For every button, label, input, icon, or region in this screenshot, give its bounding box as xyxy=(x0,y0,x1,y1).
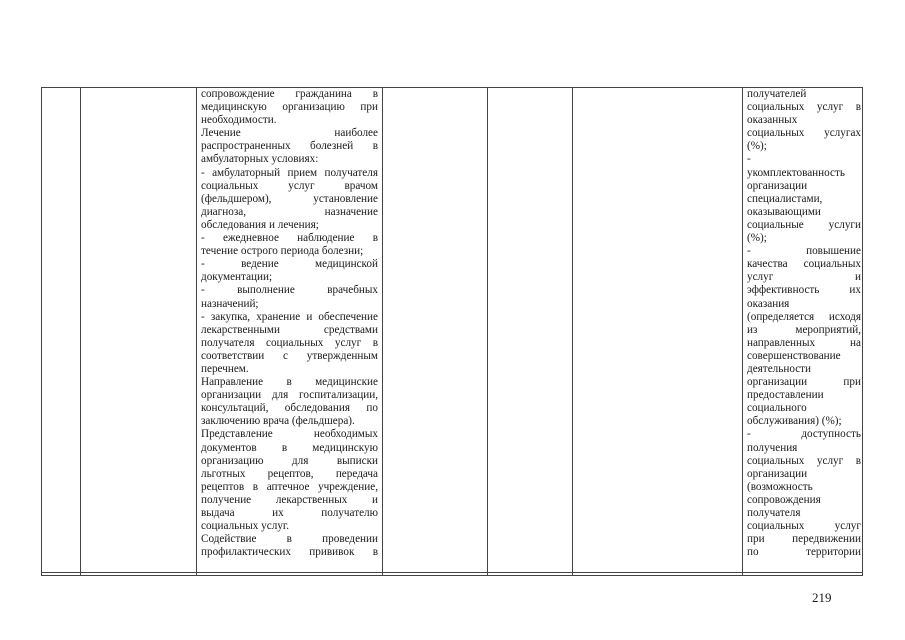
text-line: заключению врача (фельдшера). xyxy=(201,415,355,428)
text-line: обследования и лечения; xyxy=(201,218,319,231)
text-line: льготных рецептов, передача xyxy=(201,467,378,480)
text-line: социального xyxy=(747,402,807,415)
text-line: укомплектованность xyxy=(747,166,845,179)
text-line: - ведение медицинской xyxy=(201,258,378,271)
column-divider xyxy=(742,88,743,575)
text-line: течение острого периода болезни; xyxy=(201,245,364,258)
text-line: социальных услуг в xyxy=(747,101,861,114)
text-line: совершенствование xyxy=(747,349,841,362)
column-divider xyxy=(80,88,81,575)
text-line: организации xyxy=(747,179,808,192)
text-line: получателей xyxy=(747,88,807,100)
text-line: качества социальных xyxy=(747,258,861,271)
text-line: рецептов в аптечное учреждение, xyxy=(201,480,378,493)
text-line: оказанных xyxy=(747,114,798,127)
text-line: соответствии с утвержденным xyxy=(201,349,378,362)
text-line: лекарственными средствами xyxy=(201,323,378,336)
services-table xyxy=(41,87,863,576)
text-line: амбулаторных условиях: xyxy=(201,153,319,166)
text-line: профилактических прививок в xyxy=(201,546,378,559)
text-line: назначений; xyxy=(201,297,259,310)
column-divider xyxy=(487,88,488,575)
text-line: - повышение xyxy=(747,245,861,258)
text-line: получения xyxy=(747,441,798,454)
text-line: социальные услуги xyxy=(747,218,861,231)
text-line: организацию для выписки xyxy=(201,454,378,467)
text-line: Лечение наиболее xyxy=(201,127,378,140)
text-line: (%); xyxy=(747,232,767,245)
text-line: организации при xyxy=(747,376,861,389)
text-line: направленных на xyxy=(747,336,861,349)
text-line: специалистами, xyxy=(747,192,823,205)
page-number: 219 xyxy=(812,590,832,605)
text-line: - доступность xyxy=(747,428,861,441)
text-line: - закупка, хранение и обеспечение xyxy=(201,310,378,323)
text-line: получателя xyxy=(747,507,801,519)
text-line: распространенных болезней в xyxy=(201,140,378,153)
text-line: социальных услуг xyxy=(747,520,861,533)
text-line: диагноза, назначение xyxy=(201,205,378,218)
text-line: документации; xyxy=(201,271,273,284)
text-line: деятельности xyxy=(747,362,812,375)
text-line: - ежедневное наблюдение в xyxy=(201,232,378,245)
text-line: консультаций, обследования по xyxy=(201,402,378,415)
text-line: Содействие в проведении xyxy=(201,533,378,546)
text-line: сопровождения xyxy=(747,493,821,506)
text-line: социальных услуг. xyxy=(201,520,290,533)
column-divider xyxy=(196,88,197,575)
column-divider xyxy=(572,88,573,575)
text-line: (определяется исходя xyxy=(747,310,861,323)
text-line: по территории xyxy=(747,546,861,559)
text-line: сопровождение гражданина в xyxy=(201,88,378,100)
text-line: социальных услуг в xyxy=(747,454,861,467)
text-line: организации для госпитализации, xyxy=(201,389,378,402)
text-line: Представление необходимых xyxy=(201,428,378,441)
text-line: при передвижении xyxy=(747,533,861,546)
text-line: оказывающими xyxy=(747,205,821,218)
text-line: получателя социальных услуг в xyxy=(201,336,378,349)
text-line: Направление в медицинские xyxy=(201,376,378,389)
service-description-cell xyxy=(201,88,378,559)
text-line: (возможность xyxy=(747,480,813,493)
text-line: необходимости. xyxy=(201,114,277,127)
text-line: - амбулаторный прием получателя xyxy=(201,166,378,179)
text-line: из мероприятий, xyxy=(747,323,861,336)
text-line: - выполнение врачебных xyxy=(201,284,378,297)
text-line: услуг и xyxy=(747,271,861,284)
text-line: предоставлении xyxy=(747,389,824,402)
row-bottom-line xyxy=(42,572,862,573)
text-line: организации xyxy=(747,467,808,480)
quality-indicators-cell xyxy=(747,88,861,559)
text-line: эффективность их xyxy=(747,284,861,297)
text-line: перечнем. xyxy=(201,362,249,375)
text-line: (%); xyxy=(747,140,767,153)
text-line: документов в медицинскую xyxy=(201,441,378,454)
text-line: обслуживания) (%); xyxy=(747,415,842,428)
column-divider xyxy=(382,88,383,575)
text-line: выдача их получателю xyxy=(201,507,378,519)
text-line: социальных услугах xyxy=(747,127,861,140)
text-line: оказания xyxy=(747,297,790,310)
text-line: социальных услуг врачом xyxy=(201,179,378,192)
text-line: получение лекарственных и xyxy=(201,493,378,506)
text-line: медицинскую организацию при xyxy=(201,101,378,114)
text-line: - xyxy=(747,153,751,166)
text-line: (фельдшером), установление xyxy=(201,192,378,205)
